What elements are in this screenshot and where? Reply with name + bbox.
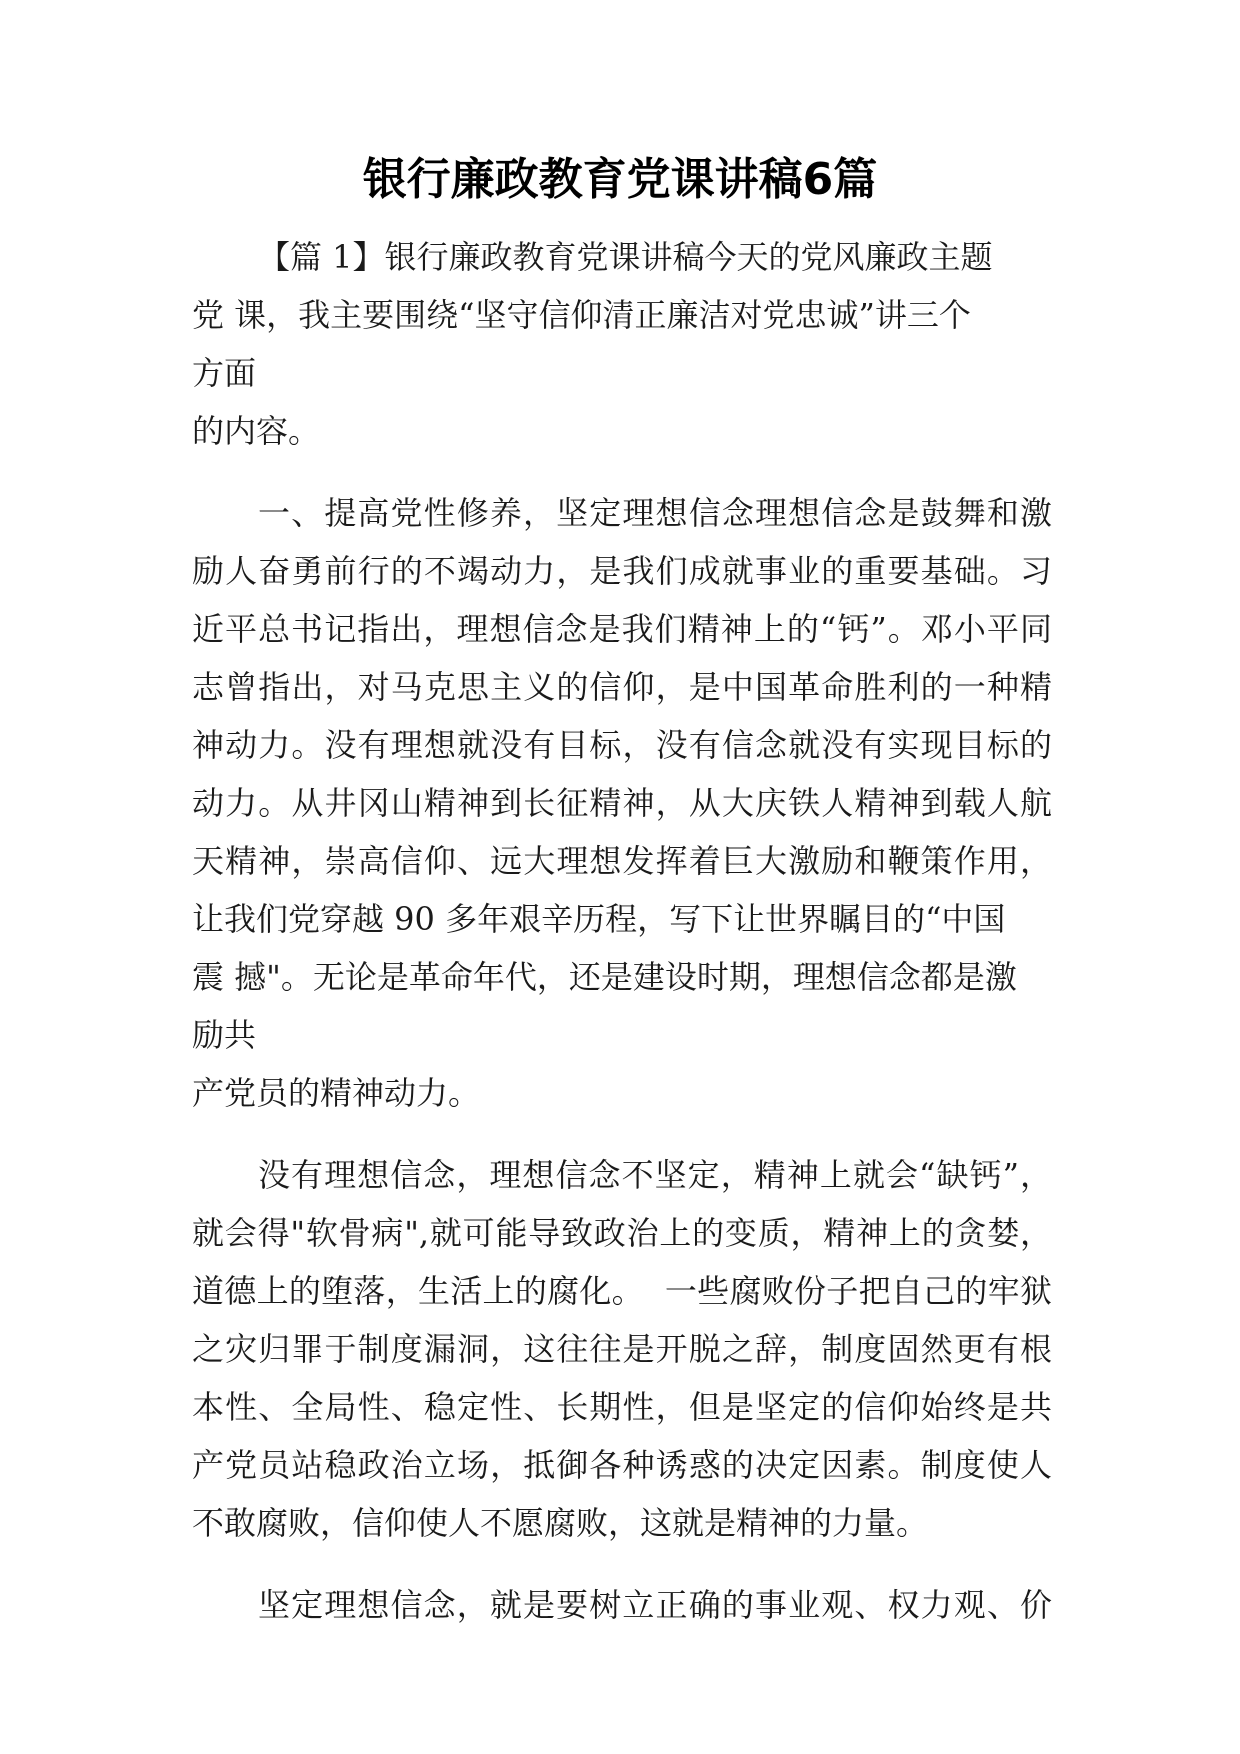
text-line: 神动力。没有理想就没有目标，没有信念就没有实现目标的 (192, 726, 1052, 764)
text-line: 坚定理想信念，就是要树立正确的事业观、权力观、价 (258, 1586, 1052, 1624)
text-line: 一、提高党性修养，坚定理想信念理想信念是鼓舞和激 (258, 494, 1052, 532)
text-line: 不敢腐败，信仰使人不愿腐败，这就是精神的力量。 (192, 1504, 929, 1542)
text-line: 近平总书记指出，理想信念是我们精神上的“钙”。邓小平同 (192, 610, 1052, 648)
text-line: 震 撼"。无论是革命年代，还是建设时期，理想信念都是激 (192, 958, 1017, 996)
text-line: 没有理想信念，理想信念不坚定，精神上就会“缺钙”， (258, 1156, 1052, 1194)
text-line: 励共 (192, 1016, 257, 1054)
text-line: 产党员站稳政治立场，抵御各种诱惑的决定因素。制度使人 (192, 1446, 1052, 1484)
text-line: 的内容。 (192, 412, 321, 450)
text-line: 动力。从井冈山精神到长征精神，从大庆铁人精神到载人航 (192, 784, 1052, 822)
text-line: 之灾归罪于制度漏洞，这往往是开脱之辞，制度固然更有根 (192, 1330, 1052, 1368)
text-line: 励人奋勇前行的不竭动力，是我们成就事业的重要基础。习 (192, 552, 1052, 590)
text-line: 让我们党穿越 90 多年艰辛历程，写下让世界瞩目的“中国 (192, 900, 1006, 938)
text-line: 本性、全局性、稳定性、长期性，但是坚定的信仰始终是共 (192, 1388, 1052, 1426)
text-line: 就会得"软骨病",就可能导致政治上的变质，精神上的贪婪， (192, 1214, 1052, 1252)
text-line: 方面 (192, 354, 257, 392)
text-line: 道德上的堕落，生活上的腐化。 一些腐败份子把自己的牢狱 (192, 1272, 1052, 1310)
document-title: 银行廉政教育党课讲稿6篇 (362, 154, 878, 205)
text-line: 【篇 1】银行廉政教育党课讲稿今天的党风廉政主题 (258, 238, 993, 276)
document-body (192, 228, 1052, 1634)
text-line: 党 课，我主要围绕“坚守信仰清正廉洁对党忠诚”讲三个 (192, 296, 971, 334)
text-line: 产党员的精神动力。 (192, 1074, 481, 1112)
text-line: 志曾指出，对马克思主义的信仰，是中国革命胜利的一种精 (192, 668, 1052, 706)
text-line: 天精神，崇高信仰、远大理想发挥着巨大激励和鞭策作用， (192, 842, 1052, 880)
